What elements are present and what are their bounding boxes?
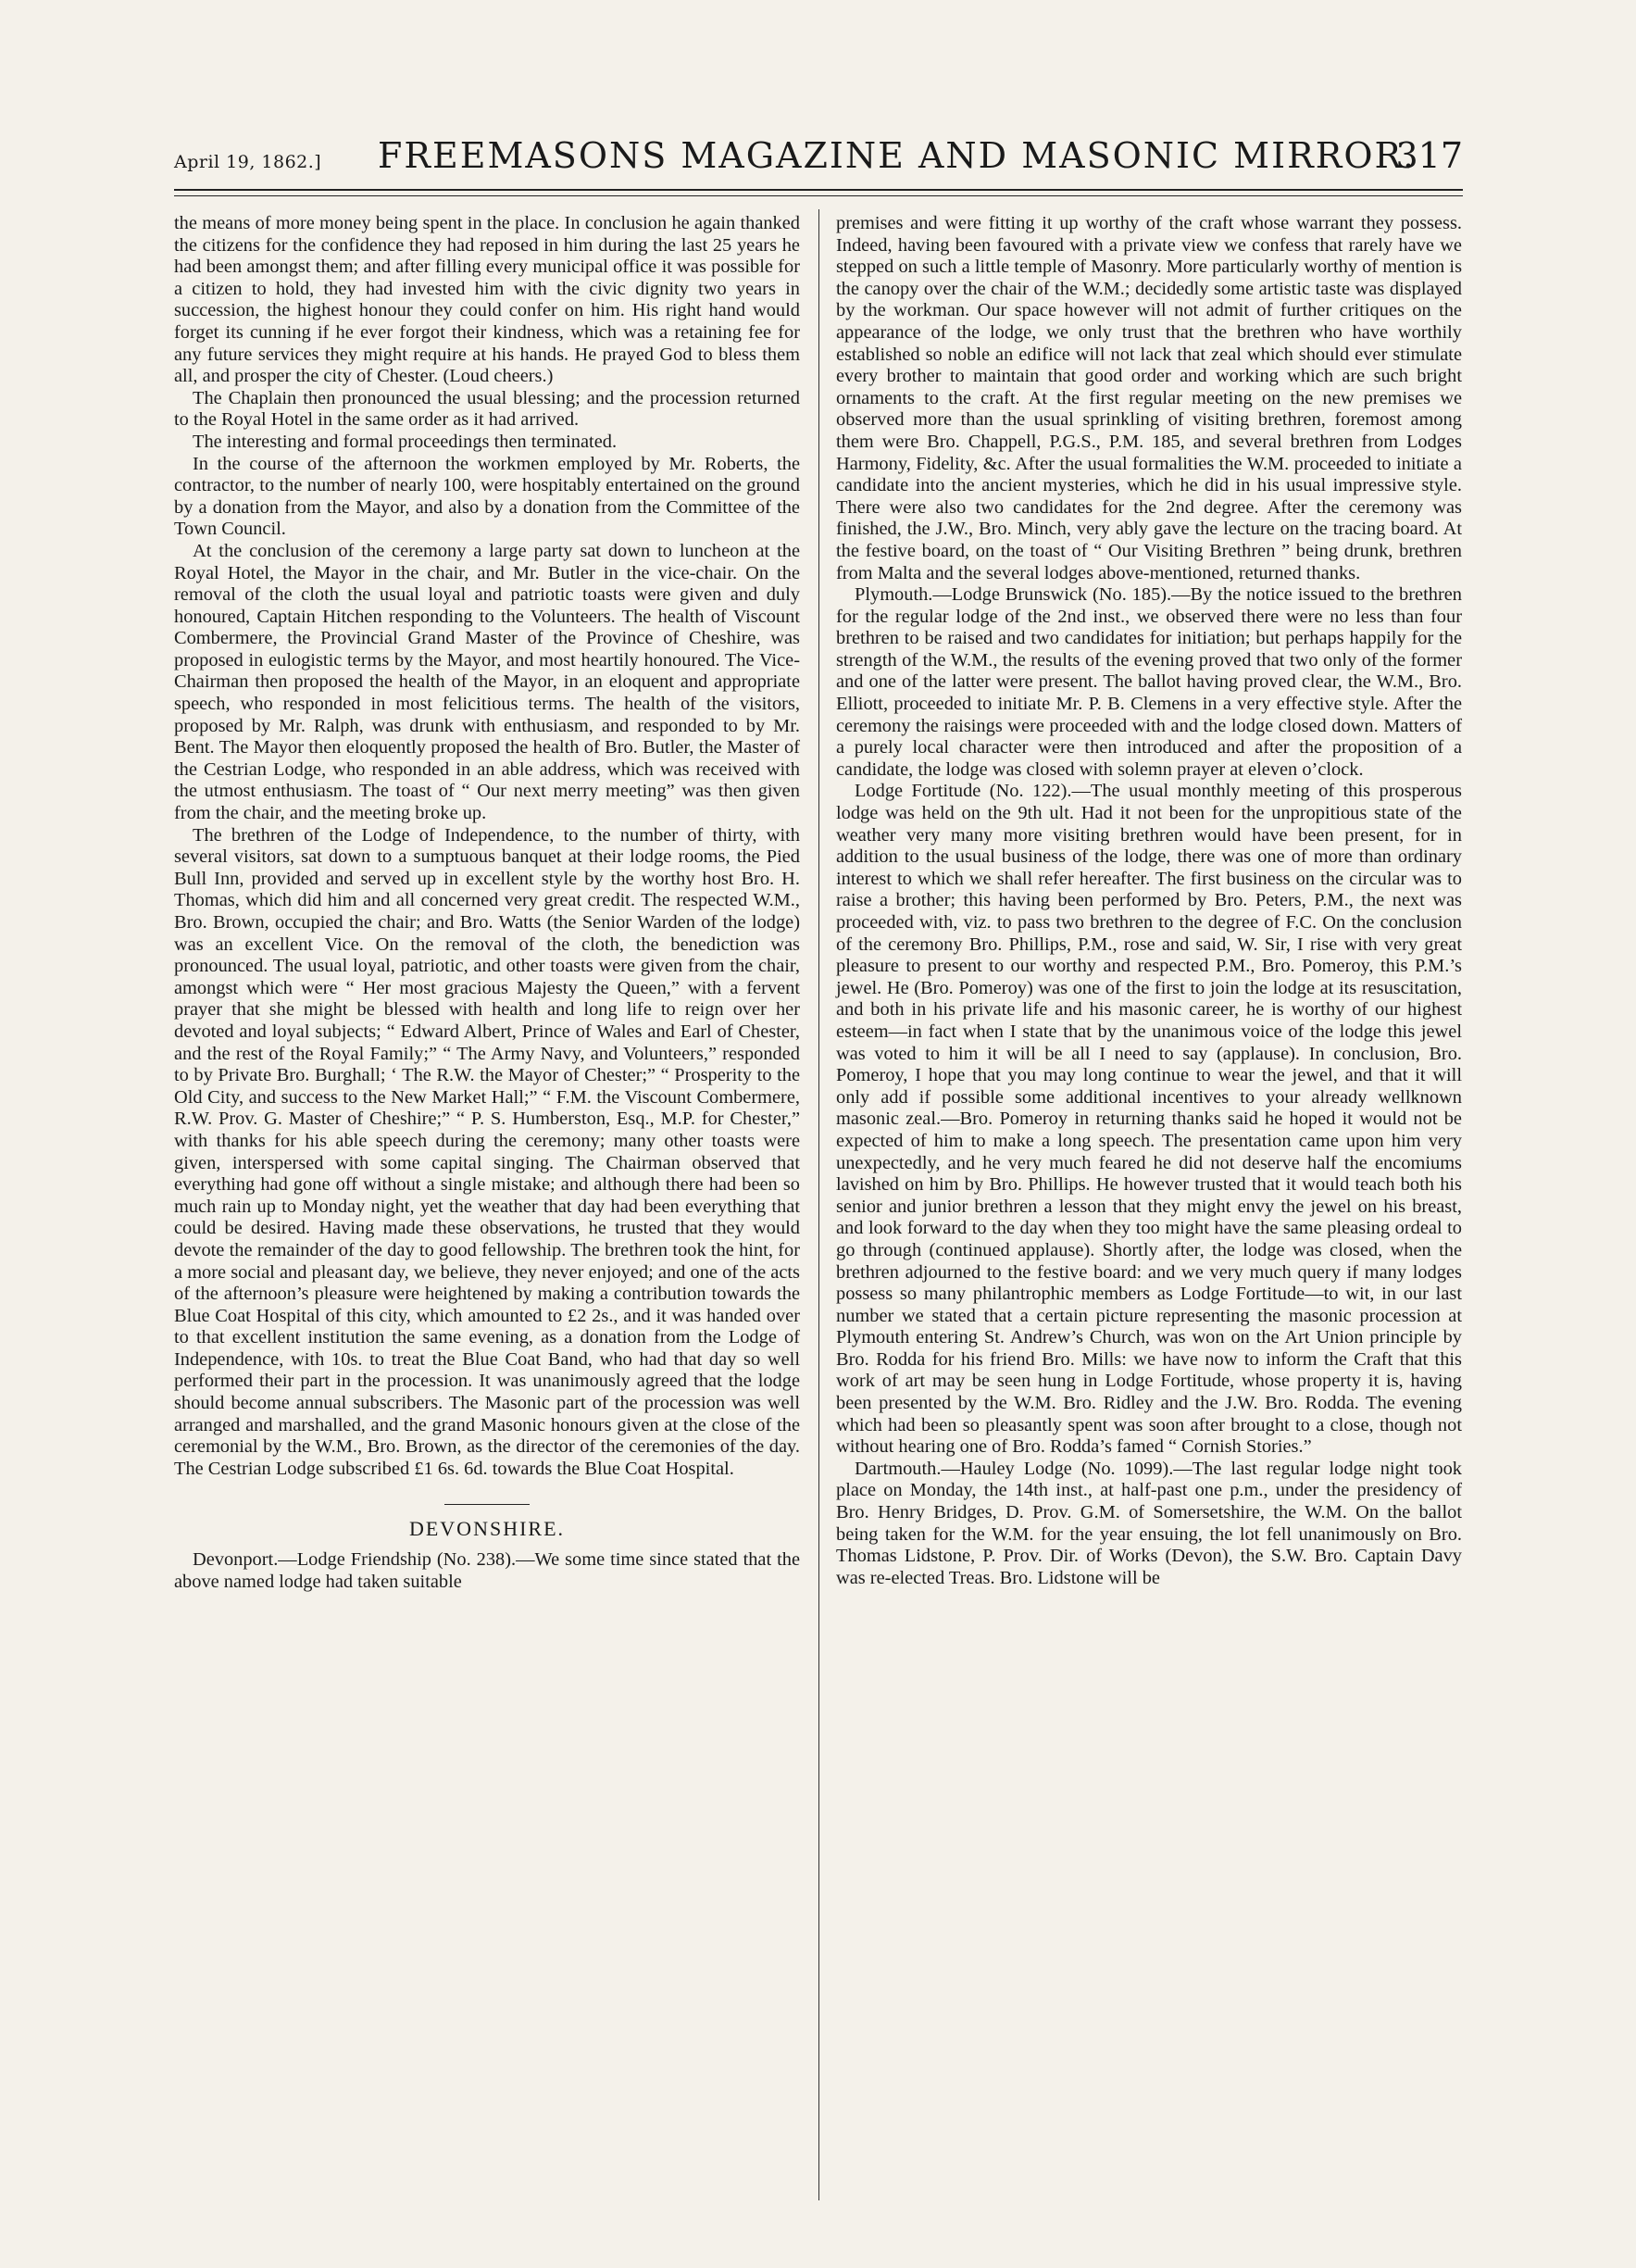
paragraph: premises and were fitting it up worthy of the craft whose warrant they possess. Indeed, having been favoured with a private view we confess that rarely have we stepped on such a little temple of Masonry. More particularly worthy of mention is the canopy over the chair of the W.M.; decidedly some artistic taste was displayed by the workman. Our space however will not admit of further critiques on the appearance of the lodge, we only trust that the brethren who have worthily established so noble an edifice will not lack that zeal which should ever stimulate every brother to maintain that good order and working which are such bright ornaments to the craft. At the first regular meeting on the new premises we observed more than the usual sprinkling of visiting brethren, foremost among them were Bro. Chappell, P.G.S., P.M. 185, and several brethren from Lodges Harmony, Fidelity, &c. After the usual formalities the W.M. proceeded to initiate a candidate into the ancient mysteries, which he did in his usual impressive style. There were also two candidates for the 2nd degree. After the ceremony was finished, the J.W., Bro. Minch, very ably gave the lecture on the tracing board. At the festive board, on the toast of “ Our Visiting Brethren ” being drunk, brethren from Malta and the several lodges above-mentioned, returned thanks. (836, 213, 1462, 583)
paragraph: The interesting and formal proceedings then terminated. (193, 431, 618, 452)
left-column (174, 213, 800, 1593)
paragraph: The Chaplain then pronounced the usual blessing; and the procession returned to the Royal Hotel in the same order as it had arrived. (174, 387, 800, 431)
paragraph: the means of more money being spent in the place. In conclusion he again thanked the citizens for the confidence they had reposed in him during the last 25 years he had been amongst them; and after filling every municipal office it was possible for a citizen to hold, they had invested him with the civic dignity two years in succession, the highest honour they could confer on him. His right hand would forget its cunning if he ever forgot their kindness, which was a retaining fee for any future services they might require at his hands. He prayed God to bless them all, and prosper the city of Chester. (Loud cheers.) (174, 213, 800, 387)
paragraph: The brethren of the Lodge of Independence, to the number of thirty, with several visitors, sat down to a sumptuous banquet at their lodge rooms, the Pied Bull Inn, provided and served up in excellent style by the worthy host Bro. H. Thomas, which did him and all concerned very great credit. The respected W.M., Bro. Brown, occupied the chair; and Bro. Watts (the Senior Warden of the lodge) was an excellent Vice. On the removal of the cloth, the benediction was pronounced. The usual loyal, patriotic, and other toasts were given from the chair, amongst which were “ Her most gracious Majesty the Queen,” with a fervent prayer that she might be blessed with health and long life to reign over her devoted and loyal subjects; “ Edward Albert, Prince of Wales and Earl of Chester, and the rest of the Royal Family;” “ The Army Navy, and Volunteers,” responded to by Private Bro. Burghall; ‘ The R.W. the Mayor of Chester;” “ Prosperity to the Old City, and success to the New Market Hall;” “ F.M. the Viscount Combermere, R.W. Prov. G. Master of Cheshire;” “ P. S. Humberston, Esq., M.P. for Chester,” with thanks for his able speech during the ceremony; many other toasts were given, interspersed with some capital singing. The Chairman observed that everything had gone off without a single mistake; and although there had been so much rain up to Monday night, yet the weather that day had been everything that could be desired. Having made these observations, he trusted that they would devote the remainder of the day to good fellowship. The brethren took the hint, for a more social and pleasant day, we believe, they never enjoyed; and one of the acts of the afternoon’s pleasure were heightened by making a contribution towards the Blue Coat Hospital of this city, which amounted to £2 2s., and it was handed over to that excellent institution the same evening, as a donation from the Lodge of Independence, with 10s. to treat the Blue Coat Band, who had that day so well performed their part in the procession. It was unanimously agreed that the lodge should become annual subscribers. The Masonic part of the procession was well arranged and marshalled, and the grand Masonic honours given at the close of the ceremonial by the W.M., Bro. Brown, as the director of the ceremonies of the day. The Cestrian Lodge subscribed £1 6s. 6d. towards the Blue Coat Hospital. (174, 824, 800, 1479)
right-column (836, 213, 1462, 1589)
paragraph: Plymouth.—Lodge Brunswick (No. 185).—By the notice issued to the brethren for the regular lodge of the 2nd inst., we observed there were no less than four brethren to be raised and two candidates for initiation; but perhaps happily for the strength of the W.M., the results of the evening proved that two only of the former and one of the latter were present. The ballot having proved clear, the W.M., Bro. Elliott, proceeded to initiate Mr. P. B. Clemens in a very effective style. After the ceremony the raisings were proceeded with and the lodge closed down. Matters of a purely local character were then introduced and after the proposition of a candidate, the lodge was closed with solemn prayer at eleven o’clock. (836, 584, 1462, 780)
header-rule-thin (174, 195, 1463, 196)
section-heading: DEVONSHIRE. (408, 1517, 566, 1541)
paragraph: At the conclusion of the ceremony a large party sat down to luncheon at the Royal Hotel, the Mayor in the chair, and Mr. Butler in the vice-chair. On the removal of the cloth the usual loyal and patriotic toasts were given and duly honoured, Captain Hitchen responding to the Volunteers. The health of Viscount Combermere, the Provincial Grand Master of the Province of Cheshire, was proposed in eulogistic terms by the Mayor, and most heartily honoured. The Vice-Chairman then proposed the health of the Mayor, in an eloquent and appropriate speech, who responded in most felicitious terms. The health of the visitors, proposed by Mr. Ralph, was drunk with enthusiasm, and responded to by Mr. Bent. The Mayor then eloquently proposed the health of Bro. Butler, the Master of the Cestrian Lodge, who responded in an able address, which was received with the utmost enthusiasm. The toast of “ Our next merry meeting” was then given from the chair, and the meeting broke up. (174, 540, 800, 824)
paragraph: Dartmouth.—Hauley Lodge (No. 1099).—The last regular lodge night took place on Monday, the 14th inst., at half-past one p.m., under the presidency of Bro. Henry Bridges, D. Prov. G.M. of Somersetshire, the W.M. On the ballot being taken for the W.M. for the year ensuing, the lot fell unanimously on Bro. Thomas Lidstone, P. Prov. Dir. of Works (Devon), the S.W. Bro. Captain Davy was re-elected Treas. Bro. Lidstone will be (836, 1458, 1462, 1588)
issue-date: April 19, 1862.] (174, 152, 322, 172)
page-number: 317 (1395, 135, 1463, 176)
paragraph: Devonport.—Lodge Friendship (No. 238).—We some time since stated that the above named lodge had taken suitable (174, 1549, 800, 1592)
paragraph: In the course of the afternoon the workmen employed by Mr. Roberts, the contractor, to the number of nearly 100, were hospitably entertained on the ground by a donation from the Mayor, and also by a donation from the Committee of the Town Council. (174, 453, 800, 540)
section-rule (444, 1504, 530, 1505)
magazine-title: FREEMASONS MAGAZINE AND MASONIC MIRROR. (378, 135, 1417, 176)
page-header (174, 130, 1463, 182)
header-rule (174, 189, 1463, 191)
column-divider (818, 209, 819, 2200)
paragraph: Lodge Fortitude (No. 122).—The usual monthly meeting of this prosperous lodge was held on the 9th ult. Had it not been for the unpropitious state of the weather very many more visiting brethren would have been present, for in addition to the usual business of the lodge, there was one of more than ordinary interest to which we shall refer hereafter. The first business on the circular was to raise a brother; this having been performed by Bro. Peters, P.M., the next was proceeded with, viz. to pass two brethren to the degree of F.C. On the conclusion of the ceremony Bro. Phillips, P.M., rose and said, W. Sir, I rise with very great pleasure to present to our worthy and respected P.M., Bro. Pomeroy, this P.M.’s jewel. He (Bro. Pomeroy) was one of the first to join the lodge at its resuscitation, and both in his private life and his masonic career, he is worthy of our highest esteem—in fact when I state that by the unanimous voice of the lodge this jewel was voted to him it will be all I need to say (applause). In conclusion, Bro. Pomeroy, I hope that you may long continue to wear the jewel, and that it will only add if possible some additional incentives to your already wellknown masonic zeal.—Bro. Pomeroy in returning thanks said he hoped it would not be expected of him to make a long speech. The presentation came upon him very unexpectedly, and he very much feared he did not deserve half the encomiums lavished on him by Bro. Phillips. He however trusted that it would teach both his senior and junior brethren a lesson that they might envy the jewel on his breast, and look forward to the day when they too might have the same pleasing ordeal to go through (continued applause). Shortly after, the lodge was closed, when the brethren adjourned to the festive board: and we very much query if many lodges possess so many philantrophic members as Lodge Fortitude—to wit, in our last number we stated that a certain picture representing the masonic procession at Plymouth entering St. Andrew’s Church, was won on the Art Union principle by Bro. Rodda for his friend Bro. Mills: we have now to inform the Craft that this work of art may be seen hung in Lodge Fortitude, whose property it is, having been presented by the W.M. Bro. Ridley and the J.W. Bro. Rodda. The evening which had been so pleasantly spent was soon after brought to a close, though not without hearing one of Bro. Rodda’s famed “ Cornish Stories.” (836, 781, 1462, 1458)
